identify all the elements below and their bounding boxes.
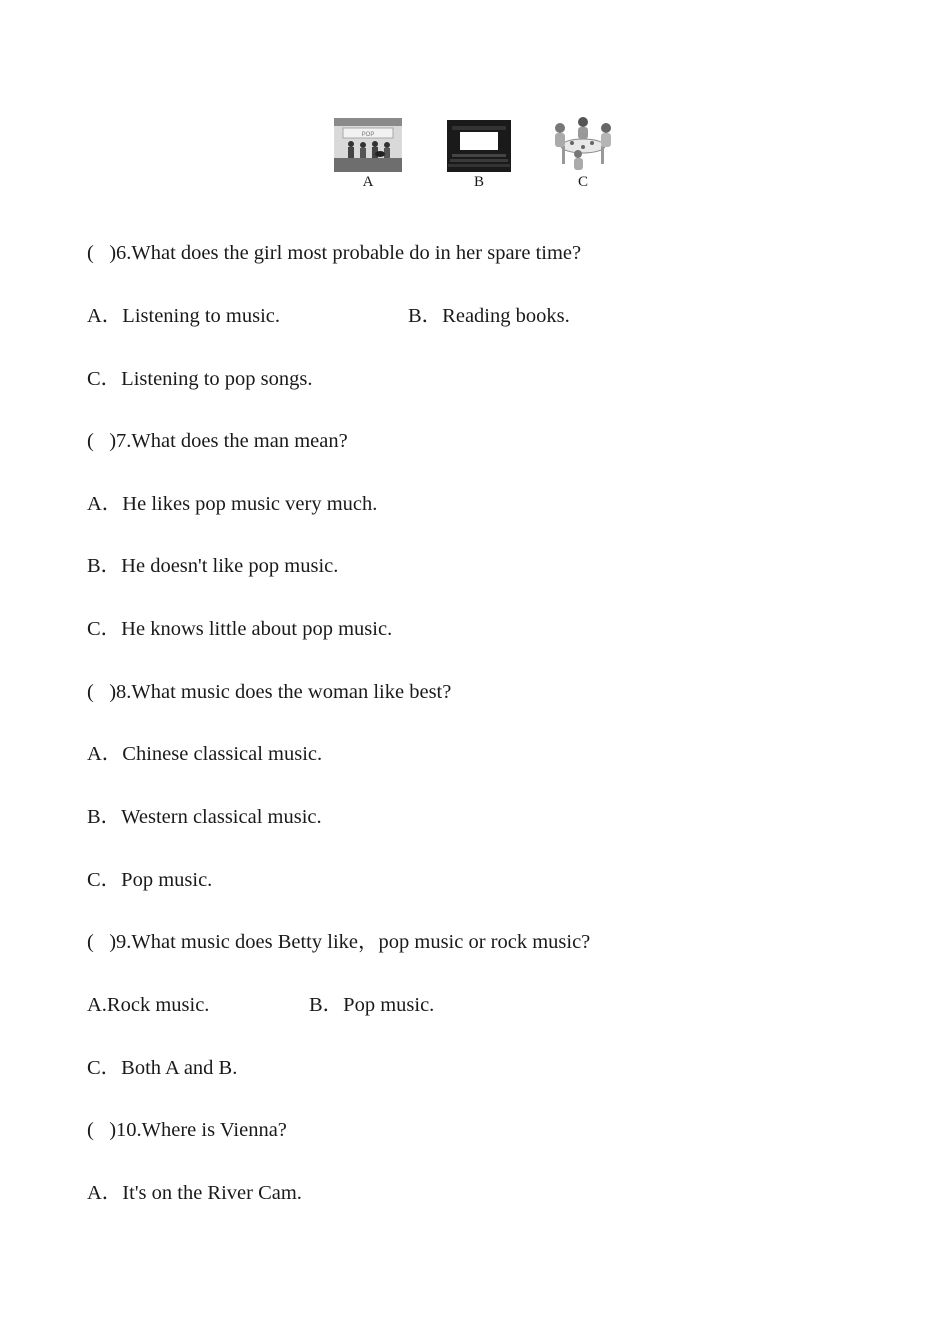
family-dinner-icon (548, 114, 618, 172)
stage-concert-icon (333, 114, 403, 172)
cinema-screen-icon (446, 114, 512, 172)
question-8-option-b: B．Western classical music. (87, 806, 322, 828)
question-10-stem: ( )10.Where is Vienna? (87, 1119, 287, 1141)
figure-b (439, 114, 519, 191)
question-9-option-b: B．Pop music. (309, 994, 435, 1016)
question-8-option-c: C．Pop music. (87, 869, 213, 891)
question-9-option-c: C．Both A and B. (87, 1057, 238, 1079)
question-7-option-b: B．He doesn't like pop music. (87, 555, 339, 577)
question-9-stem: ( )9.What music does Betty like，pop music or rock music? (87, 931, 591, 953)
question-10-option-a: A．It's on the River Cam. (87, 1182, 302, 1204)
figure-row (0, 114, 950, 204)
question-7-option-a: A．He likes pop music very much. (87, 493, 378, 515)
question-6-option-c: C．Listening to pop songs. (87, 368, 313, 390)
question-6-stem: ( )6.What does the girl most probable do in her spare time? (87, 242, 582, 264)
question-8-option-a: A．Chinese classical music. (87, 743, 323, 765)
question-6-option-a: A．Listening to music. (87, 305, 281, 327)
question-9-option-a: A.Rock music. (87, 994, 210, 1016)
figure-a (328, 114, 408, 191)
figure-b-label: B (473, 174, 484, 190)
figure-a-label: A (362, 174, 374, 190)
figure-c (543, 114, 623, 191)
question-6-option-b: B．Reading books. (408, 305, 570, 327)
question-7-option-c: C．He knows little about pop music. (87, 618, 393, 640)
question-7-stem: ( )7.What does the man mean? (87, 430, 348, 452)
svg-text:POP: POP (361, 132, 375, 138)
figure-c-label: C (577, 174, 588, 190)
question-8-stem: ( )8.What music does the woman like best? (87, 681, 452, 703)
